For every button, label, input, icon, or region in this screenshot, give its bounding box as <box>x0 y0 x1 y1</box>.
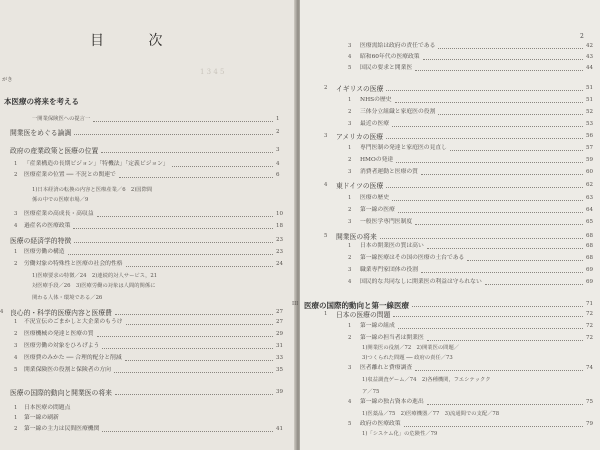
toc-entry-title: 医療の経済学的特徴 <box>10 237 72 245</box>
leader-dots <box>396 162 583 163</box>
toc-entry-number: 1 <box>324 311 328 317</box>
leader-dots <box>102 431 273 432</box>
toc-entry-number: 3 <box>348 267 352 273</box>
toc-entry-page: 79 <box>586 421 593 427</box>
leader-dots <box>392 200 583 201</box>
leader-dots <box>438 48 583 49</box>
toc-entry-page: 6 <box>276 172 280 178</box>
toc-entry-page: 53 <box>586 121 593 127</box>
leader-dots <box>74 242 273 243</box>
toc-entry-page: 72 <box>586 335 593 341</box>
toc-entry-title: 良心的・科学的医療内容と医療費 <box>10 309 112 317</box>
toc-entry-page: 52 <box>586 109 593 115</box>
toc-entry-title: NHSの歴史 <box>360 97 392 103</box>
toc-entry-page: 71 <box>586 301 593 307</box>
leader-dots <box>101 152 273 153</box>
toc-entry-page: 51 <box>586 97 593 103</box>
toc-entry-page: 63 <box>586 195 593 201</box>
toc-entry-number: 2 <box>348 335 352 341</box>
leader-dots <box>427 404 583 405</box>
toc-entry-title: 1)医療要求の特徴／24 2)連続的対人サービス，21 <box>32 273 158 279</box>
leader-dots <box>386 138 583 139</box>
toc-entry-page: 2 <box>276 129 280 135</box>
toc-entry-number: 2 <box>14 172 18 178</box>
toc-entry-number: 2 <box>348 255 352 261</box>
toc-entry-title: 係の中での医療市場／9 <box>32 197 89 203</box>
toc-entry-title: 医者離れと費療調査 <box>360 365 413 371</box>
leader-dots <box>393 316 583 317</box>
toc-entry-title: 1)医薬品／75 2)医療機器／77 3)流通間での支配／78 <box>362 411 500 417</box>
leader-dots <box>415 370 583 371</box>
toc-entry-title: 1)収益調査ゲーム／74 2)各種機関，フエシテックク <box>362 377 491 383</box>
toc-entry-title: 政府の医療政策 <box>360 421 401 427</box>
toc-entry-number: 2 <box>348 157 352 163</box>
toc-entry-page: 69 <box>586 279 593 285</box>
toc-entry-title: 専門医制の発達と家庭医の見直し <box>360 145 447 151</box>
toc-entry-page: 68 <box>586 243 593 249</box>
toc-title: 目 次 <box>90 33 183 49</box>
toc-entry-number: 1 <box>348 243 352 249</box>
toc-entry-page: 27 <box>276 319 283 325</box>
toc-entry-page: 27 <box>276 309 283 315</box>
leader-dots <box>126 324 273 325</box>
toc-entry-page: 62 <box>586 182 593 188</box>
toc-entry-page: 68 <box>586 255 593 261</box>
toc-entry-number: 2 <box>348 109 352 115</box>
toc-entry-page: 44 <box>586 65 593 71</box>
toc-entry-title: 東ドイツの医療 <box>336 182 384 190</box>
margin-fragment: がき <box>2 77 13 83</box>
toc-entry-page: 23 <box>276 237 283 243</box>
leader-dots <box>97 336 273 337</box>
toc-entry-title: 開業保険医の役割と保険者の方向 <box>24 367 111 373</box>
toc-entry-number: 2 <box>14 426 18 432</box>
toc-entry-number: 5 <box>348 65 352 71</box>
toc-entry-number: 4 <box>0 309 4 315</box>
toc-entry-page: 10 <box>276 211 283 217</box>
toc-entry-page: 72 <box>586 311 593 317</box>
toc-entry-title: 医療産業の高成長・高収益 <box>24 211 94 217</box>
toc-entry-title: 1)「シスケム化」の危険性／79 <box>362 431 438 437</box>
toc-entry-title: 医療の国際的動向と第一線医療 <box>304 301 409 310</box>
leader-dots <box>438 114 583 115</box>
toc-entry-title: 不況宣伝のごまかしと大企業のもうけ <box>24 319 123 325</box>
toc-entry-number: 1 <box>14 405 18 411</box>
toc-entry-page: 51 <box>586 85 593 91</box>
leader-dots <box>172 166 273 167</box>
leader-dots <box>380 238 583 239</box>
leader-dots <box>386 90 583 91</box>
toc-entry-title: 消費者運動と医療の質 <box>360 169 418 175</box>
toc-entry-page: 43 <box>586 54 593 60</box>
toc-entry-title: 開業医をめぐる論調 <box>10 129 72 137</box>
leader-dots <box>73 228 273 229</box>
toc-entry-number: 5 <box>14 367 18 373</box>
toc-entry-title: 日本の開業医の質は高い <box>360 243 424 249</box>
toc-entry-number: 1 <box>348 323 352 329</box>
left-page <box>0 0 299 450</box>
toc-entry-title: 1)日本経済の転換の内容と医療産業／6 2)国際間 <box>32 187 153 193</box>
toc-entry-number: 1 <box>348 97 352 103</box>
toc-entry-number: 2 <box>348 207 352 213</box>
right-page <box>292 0 600 450</box>
leader-dots <box>427 248 583 249</box>
toc-entry-number: 1 <box>14 319 18 325</box>
toc-entry-number: 3 <box>14 343 18 349</box>
toc-entry-page: 69 <box>586 267 593 273</box>
toc-entry-title: 第一線の主力は民間医療機関 <box>24 426 100 432</box>
toc-entry-number: 1 <box>348 195 352 201</box>
leader-dots <box>467 260 583 261</box>
toc-entry-page: 41 <box>276 426 283 432</box>
leader-dots <box>412 306 583 307</box>
toc-entry-title: HMOの発達 <box>360 157 394 163</box>
toc-entry-number: 3 <box>348 121 352 127</box>
toc-entry-page: 4 <box>276 161 280 167</box>
toc-entry-number: 1 <box>14 161 18 167</box>
toc-entry-title: アメリカの医療 <box>336 133 384 141</box>
toc-entry-title: 開業医の将来 <box>336 233 377 241</box>
toc-entry-number: 4 <box>348 399 352 405</box>
toc-entry-number: 3 <box>14 211 18 217</box>
toc-entry-page: 56 <box>586 133 593 139</box>
toc-entry-title: 三体分立組織と家庭医の役割 <box>360 109 436 115</box>
toc-entry-number: 2 <box>14 331 18 337</box>
leader-dots <box>415 70 583 71</box>
leader-dots <box>450 150 583 151</box>
toc-entry-title: 医療産業の位置 ── 不況との関連で <box>24 172 116 178</box>
leader-dots <box>114 372 273 373</box>
toc-entry-number: 5 <box>324 233 328 239</box>
leader-dots <box>115 314 273 315</box>
toc-entry-title: 国民の要求と開業医 <box>360 65 413 71</box>
leader-dots <box>392 126 583 127</box>
toc-entry-title: 第一線の医療 <box>360 207 395 213</box>
leader-dots <box>115 394 273 395</box>
toc-entry-title: 労働対象の特殊性と医療の社会的性格 <box>24 261 123 267</box>
leader-dots <box>427 340 583 341</box>
leader-dots <box>421 174 583 175</box>
toc-entry-title: 3)つくられた問題 ── 政府の責任／73 <box>362 355 453 361</box>
toc-entry-title: 日本の医療の問題 <box>336 311 391 319</box>
leader-dots <box>386 187 583 188</box>
leader-dots <box>398 328 583 329</box>
toc-entry-page: 42 <box>586 43 593 49</box>
leader-dots <box>125 360 273 361</box>
toc-entry-page: 3 <box>276 147 280 153</box>
toc-entry-page: 31 <box>276 343 283 349</box>
toc-entry-page: 33 <box>276 355 283 361</box>
toc-entry-title: 第一線の担当者は開業医 <box>360 335 424 341</box>
page-number: 2 <box>580 33 584 40</box>
toc-entry-page: 29 <box>276 331 283 337</box>
toc-entry-page: 60 <box>586 169 593 175</box>
faint-stamp: 1 3 4 5 <box>200 68 225 76</box>
toc-entry-number: 3 <box>348 43 352 49</box>
leader-dots <box>119 177 273 178</box>
toc-entry-title: 関わる人体・環境である／26 <box>32 295 103 301</box>
leader-dots <box>415 224 583 225</box>
leader-dots <box>74 134 273 135</box>
leader-dots <box>421 272 583 273</box>
leader-dots <box>404 426 583 427</box>
toc-entry-title: 第一線の独占資本の進出 <box>360 399 424 405</box>
toc-entry-title: 最近の医療 <box>360 121 389 127</box>
toc-entry-title: 医療機械の発達と医療の質 <box>24 331 94 337</box>
toc-entry-page: 68 <box>586 233 593 239</box>
toc-entry-title: 1)開業医の役割／72 2)開業医の問題／ <box>362 345 460 351</box>
toc-entry-title: 本医療の将来を考える <box>4 97 79 106</box>
leader-dots <box>398 212 583 213</box>
toc-entry-title: 「産業構造の長期ビジョン」「特機法」「定義ビジョン」 <box>24 161 169 167</box>
toc-entry-number: 1 <box>14 415 18 421</box>
toc-entry-title: 国民的な共同なしに開業医の利益は守られない <box>360 279 482 285</box>
toc-entry-title: 医療費のみかた ── 合理的配分と削減 <box>24 355 122 361</box>
toc-entry-title: 医療の歴史 <box>360 195 389 201</box>
leader-dots <box>485 284 583 285</box>
toc-entry-title: イギリスの医療 <box>336 85 384 93</box>
toc-entry-number: 2 <box>324 85 328 91</box>
toc-entry-title: 対医療手段／26 3)医療労働の対象は人間的関係に <box>32 283 156 289</box>
toc-entry-title: 医療需給は政府の責任である <box>360 43 436 49</box>
toc-entry-title: 政府の産業政策と医療の位置 <box>10 147 99 155</box>
toc-entry-page: 23 <box>276 249 283 255</box>
toc-entry-title: 医療労働の対象をひろげよう <box>24 343 100 349</box>
toc-entry-title: 一般医学専門医制度 <box>360 219 413 225</box>
toc-entry-page: 72 <box>586 323 593 329</box>
toc-entry-number: 4 <box>348 279 352 285</box>
toc-entry-number: 1 <box>14 249 18 255</box>
leader-dots <box>68 254 273 255</box>
toc-entry-title: 一開業保険医への提言一 <box>32 116 91 122</box>
toc-entry-title: 医療の国際的動向と開業医の将来 <box>10 389 112 397</box>
leader-dots <box>93 121 273 122</box>
leader-dots <box>102 348 273 349</box>
toc-entry-title: 第一線の組成 <box>360 323 395 329</box>
leader-dots <box>97 216 273 217</box>
toc-entry-title: 第一線の刷新 <box>24 415 59 421</box>
toc-entry-page: 57 <box>586 145 593 151</box>
toc-entry-page: 74 <box>586 365 593 371</box>
toc-entry-page: 24 <box>276 261 283 267</box>
toc-entry-title: 第一線医療はその国の医療の土台である <box>360 255 465 261</box>
toc-entry-number: 1 <box>348 145 352 151</box>
toc-entry-title: 医療労働の構造 <box>24 249 65 255</box>
toc-entry-number: 3 <box>324 133 328 139</box>
toc-entry-page: 64 <box>586 207 593 213</box>
toc-entry-number: 5 <box>348 421 352 427</box>
toc-entry-page: 75 <box>586 399 593 405</box>
toc-entry-title: 職業専門家団体の役割 <box>360 267 418 273</box>
toc-entry-page: 65 <box>586 219 593 225</box>
toc-entry-title: 日本医療の問題点 <box>24 405 71 411</box>
toc-entry-number: 3 <box>348 365 352 371</box>
toc-entry-number: 4 <box>14 355 18 361</box>
toc-entry-title: 昭和60年代の医療政策 <box>360 54 420 60</box>
toc-entry-page: 35 <box>276 367 283 373</box>
toc-entry-number: 3 <box>348 169 352 175</box>
leader-dots <box>126 266 273 267</box>
toc-entry-page: 1 <box>276 116 280 122</box>
toc-entry-page: 18 <box>276 223 283 229</box>
toc-entry-page: 59 <box>586 157 593 163</box>
leader-dots <box>423 59 583 60</box>
toc-entry-number: 3 <box>348 219 352 225</box>
toc-entry-number: 4 <box>14 223 18 229</box>
leader-dots <box>395 102 584 103</box>
toc-entry-number: 4 <box>324 182 328 188</box>
toc-entry-title: ア／75 <box>362 389 380 395</box>
toc-entry-number: III <box>292 301 299 307</box>
toc-entry-title: 過産名の医療政策 <box>24 223 71 229</box>
toc-entry-page: 39 <box>276 389 283 395</box>
toc-entry-number: 4 <box>348 54 352 60</box>
toc-entry-number: 2 <box>14 261 18 267</box>
